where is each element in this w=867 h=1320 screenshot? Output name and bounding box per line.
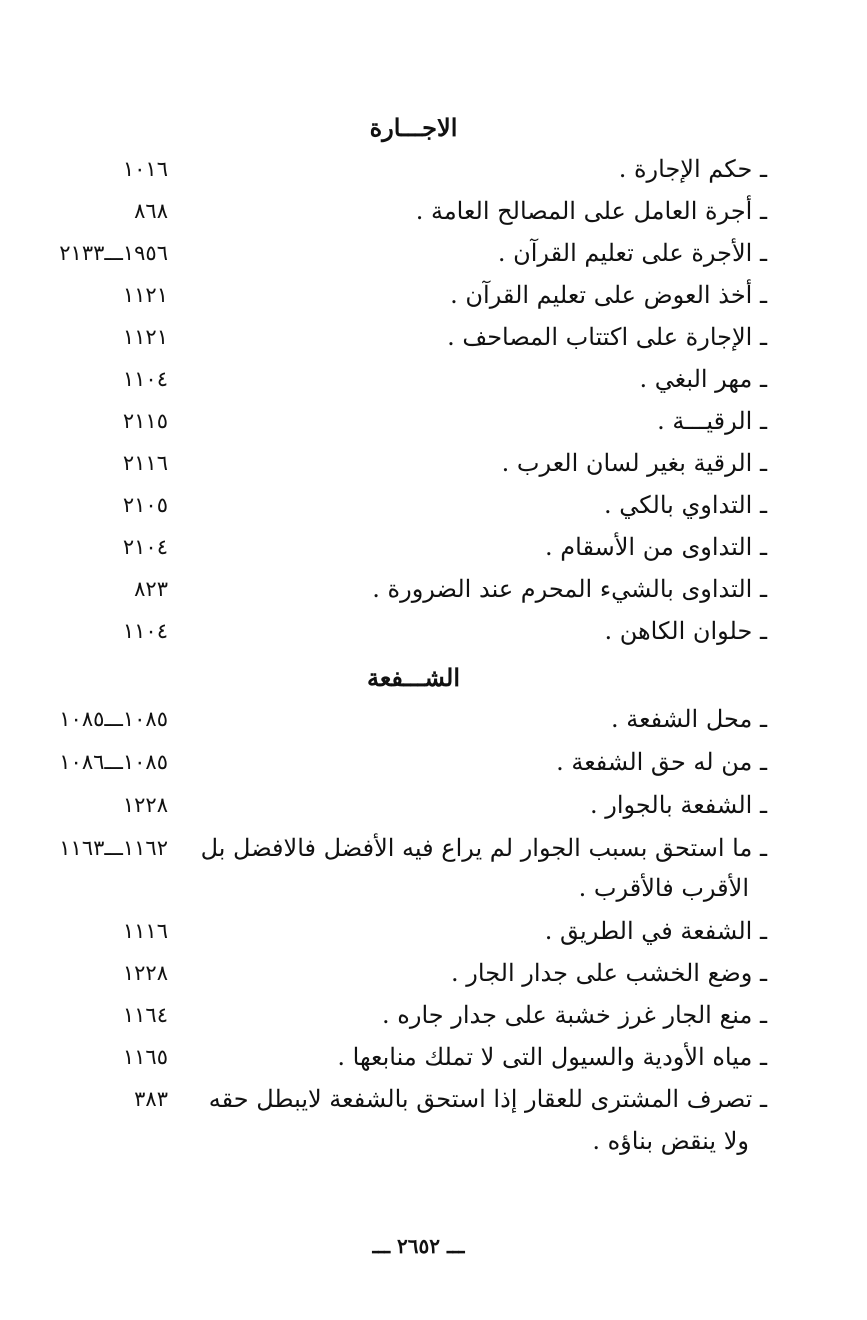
entry-text: ـ منع الجار غرز خشبة على جدار جاره . [382,1001,767,1029]
entry-text: ـ تصرف المشترى للعقار إذا استحق بالشفعة لايبطل حقه [208,1085,767,1113]
index-entry [0,610,867,652]
entry-number: ١٠١٦ [122,157,168,181]
entry-text: ـ أجرة العامل على المصالح العامة . [415,197,767,225]
entry-number: ١٠٨٥ـــ١٠٨٥ [59,707,168,731]
entry-number: ١١٢١ [122,283,168,307]
index-entry [0,910,867,952]
entry-text: ـ حلوان الكاهن . [604,617,767,645]
entry-number: ١١٠٤ [122,619,168,643]
entry-number: ٢١١٦ [122,451,168,475]
entry-number: ١١٦٥ [122,1045,168,1069]
entry-number: ٢١١٥ [122,409,168,433]
entry-number: ١٢٢٨ [122,961,168,985]
entry-text: ـ من له حق الشفعة . [556,748,767,776]
index-entry [0,274,867,316]
entry-text: ـ الشفعة بالجوار . [590,791,767,819]
index-entry [0,698,867,740]
index-entry [0,994,867,1036]
entry-number: ١١٦٤ [122,1003,168,1027]
index-entry [0,400,867,442]
index-entry [0,741,867,783]
entry-text: ـ ما استحق بسبب الجوار لم يراع فيه الأفضل فالافضل بل [200,834,767,862]
entry-number: ٢١٠٤ [122,535,168,559]
entry-text: ـ حكم الإجارة . [618,155,767,183]
entry-text: ـ الرقيـــة . [657,407,767,435]
entry-number: ١١١٦ [122,919,168,943]
entry-text: ـ مياه الأودية والسيول التى لا تملك منابعها . [337,1043,767,1071]
index-entry [0,190,867,232]
section-title-ijara: الاجـــارة [369,113,458,142]
index-entry-continuation [0,867,867,909]
index-entry [0,526,867,568]
entry-number: ١٢٢٨ [122,793,168,817]
entry-text: ـ الأجرة على تعليم القرآن . [497,239,767,267]
index-entry [0,1078,867,1120]
index-entry [0,232,867,274]
entry-text: ـ الشفعة في الطريق . [544,917,767,945]
entry-number: ٣٨٣ [134,1087,168,1111]
index-entry [0,952,867,994]
index-entry [0,568,867,610]
index-entry [0,484,867,526]
entry-text: ـ محل الشفعة . [610,705,767,733]
index-entry [0,148,867,190]
entry-number: ٨٢٣ [134,577,168,601]
section-title-shufa: الشـــفعة [366,663,461,692]
index-entry [0,442,867,484]
entry-number: ١٠٨٥ـــ١٠٨٦ [59,750,168,774]
entry-number: ٢١٠٥ [122,493,168,517]
entry-text: ـ وضع الخشب على جدار الجار . [451,959,767,987]
entry-text: ـ الرقية بغير لسان العرب . [501,449,767,477]
entry-text: ـ التداوى من الأسقام . [545,533,767,561]
entry-number: ١٩٥٦ـــ٢١٣٣ [59,241,168,265]
index-entry [0,1036,867,1078]
entry-number: ١١٦٢ـــ١١٦٣ [59,836,168,860]
entry-number: ١١٢١ [122,325,168,349]
entry-text: ـ مهر البغي . [639,365,767,393]
entry-continuation-text: ولا ينقض بناؤه . [592,1127,749,1155]
page-number: ـــ ٢٦٥٢ ـــ [372,1234,465,1258]
entry-text: ـ الإجارة على اكتتاب المصاحف . [447,323,767,351]
entry-text: ـ أخذ العوض على تعليم القرآن . [450,281,767,309]
entry-text: ـ التداوي بالكي . [604,491,767,519]
index-entry [0,358,867,400]
index-entry-continuation [0,1120,867,1162]
entry-number: ١١٠٤ [122,367,168,391]
entry-text: ـ التداوى بالشيء المحرم عند الضرورة . [372,575,767,603]
entry-number: ٨٦٨ [134,199,168,223]
entry-continuation-text: الأقرب فالأقرب . [578,874,749,902]
index-entry [0,827,867,869]
index-entry [0,316,867,358]
index-entry [0,784,867,826]
